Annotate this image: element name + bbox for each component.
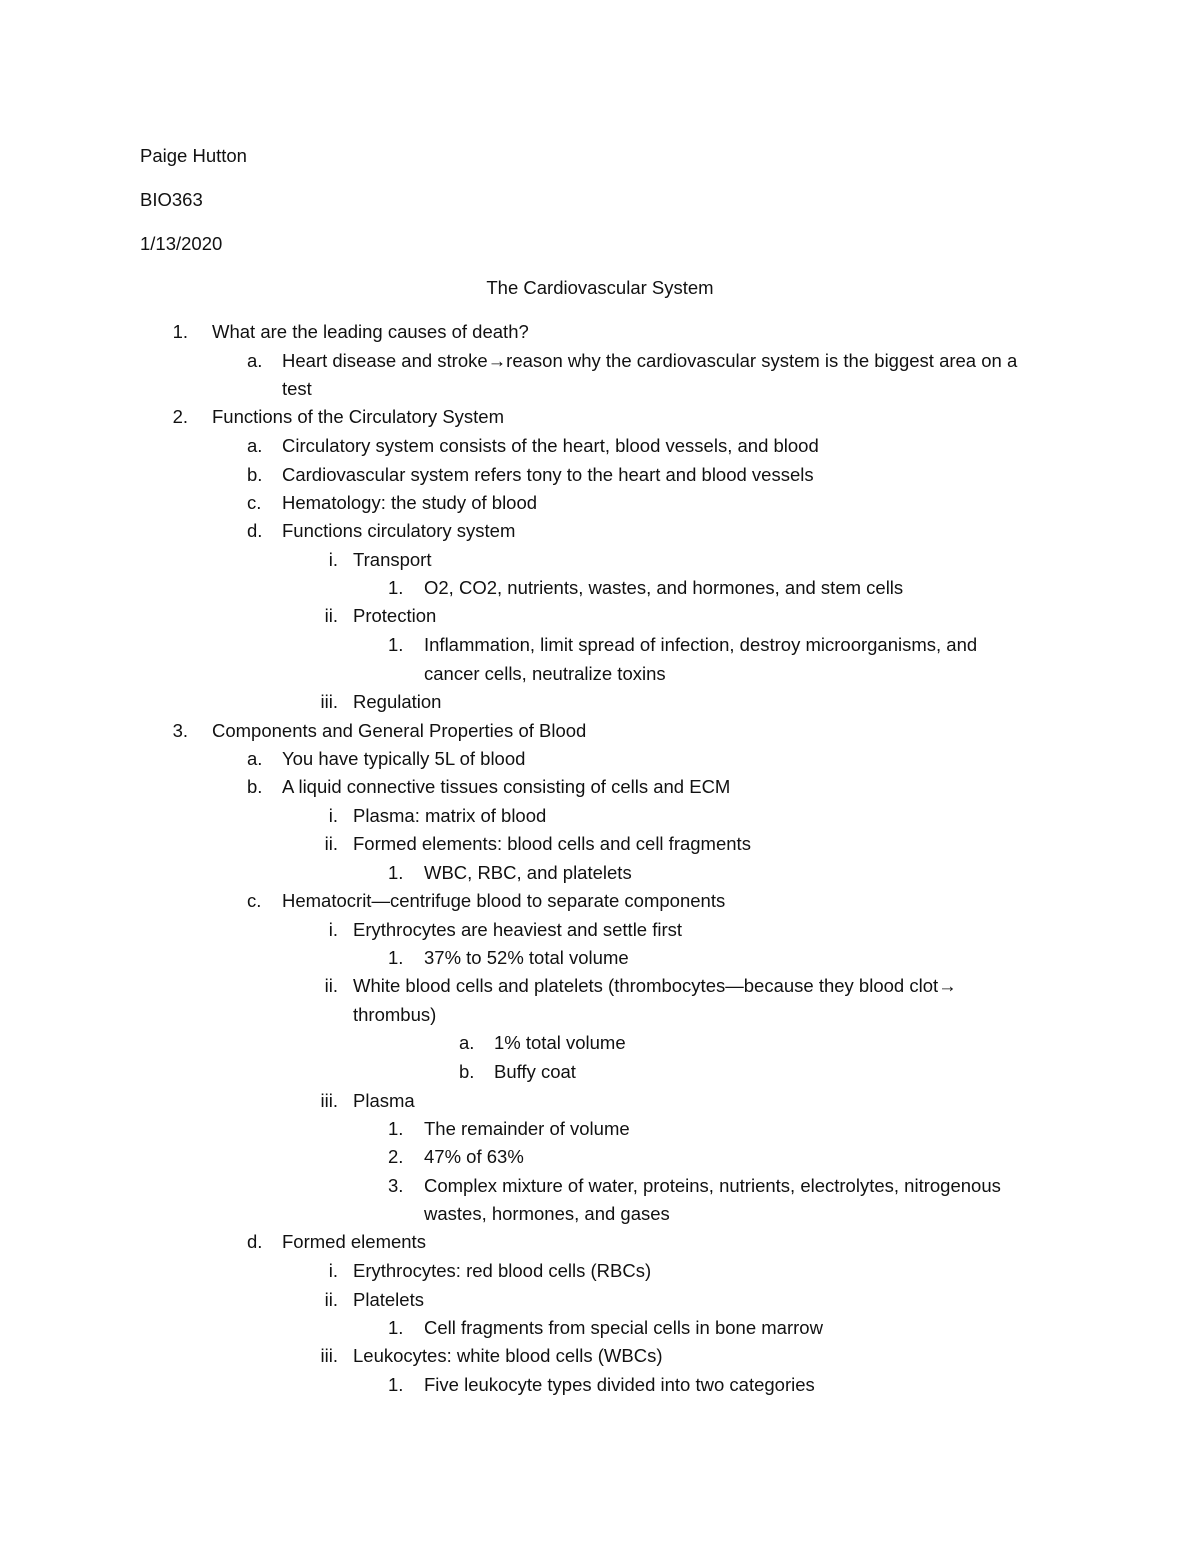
item-text: 37% to 52% total volume xyxy=(424,947,629,968)
item-text: 1% total volume xyxy=(494,1032,626,1053)
item-marker: ii. xyxy=(324,833,338,854)
item-text: A liquid connective tissues consisting of cells and ECM xyxy=(282,776,731,797)
item-text: Hematology: the study of blood xyxy=(282,492,538,513)
item-marker: 2. xyxy=(172,406,188,427)
item-marker: a. xyxy=(247,350,263,371)
item-text: Components and General Properties of Blood xyxy=(212,720,587,741)
item-text: cancer cells, neutralize toxins xyxy=(424,663,666,684)
item-marker: 1. xyxy=(388,1317,404,1338)
item-text: You have typically 5L of blood xyxy=(282,748,526,769)
item-marker: 1. xyxy=(172,321,188,342)
item-text: Formed elements: blood cells and cell fragments xyxy=(353,833,751,854)
item-marker: iii. xyxy=(320,1090,338,1111)
document-title: The Cardiovascular System xyxy=(486,277,714,298)
item-marker: ii. xyxy=(324,1289,338,1310)
item-text: Cell fragments from special cells in bone marrow xyxy=(424,1317,823,1338)
course-code: BIO363 xyxy=(140,189,203,210)
item-text: 47% of 63% xyxy=(424,1146,524,1167)
item-marker: ii. xyxy=(324,605,338,626)
item-text: Five leukocyte types divided into two categories xyxy=(424,1374,815,1395)
item-text: test xyxy=(282,378,312,399)
item-marker: 1. xyxy=(388,577,404,598)
item-text: The remainder of volume xyxy=(424,1118,630,1139)
item-marker: a. xyxy=(247,748,263,769)
item-text: Platelets xyxy=(353,1289,424,1310)
item-text: What are the leading causes of death? xyxy=(212,321,529,342)
item-text: Cardiovascular system refers tony to the heart and blood vessels xyxy=(282,464,814,485)
item-marker: iii. xyxy=(320,691,338,712)
author-name: Paige Hutton xyxy=(140,145,247,166)
item-marker: d. xyxy=(247,1231,263,1252)
item-marker: d. xyxy=(247,520,263,541)
item-text: Heart disease and stroke→reason why the cardiovascular system is the biggest area on a xyxy=(282,350,1018,371)
item-text: Hematocrit—centrifuge blood to separate components xyxy=(282,890,726,911)
item-marker: 3. xyxy=(388,1175,404,1196)
item-text: Buffy coat xyxy=(494,1061,576,1082)
item-text: wastes, hormones, and gases xyxy=(424,1203,670,1224)
item-text: Inflammation, limit spread of infection, destroy microorganisms, and xyxy=(424,634,978,655)
item-marker: 1. xyxy=(388,947,404,968)
item-text: O2, CO2, nutrients, wastes, and hormones, and stem cells xyxy=(424,577,904,598)
item-text: Functions of the Circulatory System xyxy=(212,406,504,427)
item-marker: b. xyxy=(247,776,263,797)
item-marker: 1. xyxy=(388,634,404,655)
item-text: White blood cells and platelets (thrombocytes—because they blood clot→ xyxy=(353,975,957,996)
item-text: Functions circulatory system xyxy=(282,520,516,541)
item-marker: c. xyxy=(247,890,262,911)
item-text: Regulation xyxy=(353,691,442,712)
item-text: Transport xyxy=(353,549,432,570)
item-marker: ii. xyxy=(324,975,338,996)
item-text: Leukocytes: white blood cells (WBCs) xyxy=(353,1345,663,1366)
item-text: thrombus) xyxy=(353,1004,437,1025)
item-text: Plasma xyxy=(353,1090,415,1111)
item-text: Erythrocytes: red blood cells (RBCs) xyxy=(353,1260,652,1281)
item-marker: i. xyxy=(328,1260,338,1281)
item-marker: i. xyxy=(328,805,338,826)
item-marker: 3. xyxy=(172,720,188,741)
item-text: Plasma: matrix of blood xyxy=(353,805,547,826)
arrow-icon: → xyxy=(938,975,957,996)
item-marker: 1. xyxy=(388,1118,404,1139)
document-date: 1/13/2020 xyxy=(140,233,223,254)
item-text: Protection xyxy=(353,605,437,626)
item-marker: 1. xyxy=(388,862,404,883)
item-marker: 2. xyxy=(388,1146,404,1167)
item-marker: i. xyxy=(328,919,338,940)
item-marker: i. xyxy=(328,549,338,570)
arrow-icon: → xyxy=(487,350,507,371)
item-marker: c. xyxy=(247,492,262,513)
item-marker: a. xyxy=(247,435,263,456)
item-text: Erythrocytes are heaviest and settle first xyxy=(353,919,683,940)
item-marker: iii. xyxy=(320,1345,338,1366)
item-marker: a. xyxy=(459,1032,475,1053)
item-marker: b. xyxy=(247,464,263,485)
item-text: Formed elements xyxy=(282,1231,426,1252)
item-text: Circulatory system consists of the heart, blood vessels, and blood xyxy=(282,435,819,456)
item-text: Complex mixture of water, proteins, nutrients, electrolytes, nitrogenous xyxy=(424,1175,1001,1196)
item-text: WBC, RBC, and platelets xyxy=(424,862,632,883)
item-marker: 1. xyxy=(388,1374,404,1395)
item-marker: b. xyxy=(459,1061,475,1082)
